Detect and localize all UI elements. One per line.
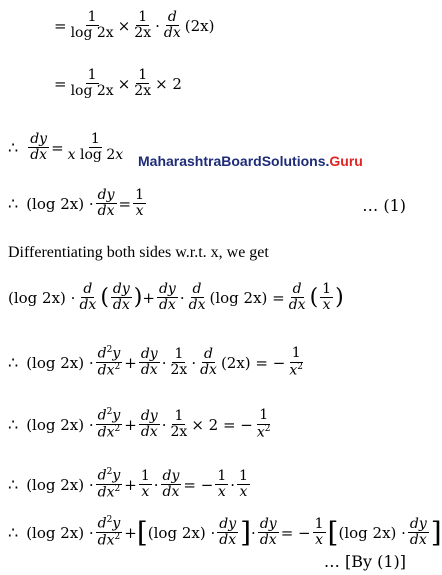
equation-line-8: ∴ (log 2x) · $\frac{d^2y}{dx^2}$ + $\frac{dy}{dx}$ · $\frac{1}{2x}$ × 2 = − $\frac{1}{x^2}$ [8, 407, 271, 441]
text-line: Differentiating both sides w.r.t. x, we get [8, 244, 269, 261]
equation-line-4: ∴ (log 2x) · $\frac{dy}{dx}$ = $\frac{1}{x}$ [8, 187, 145, 220]
brand-part-1: MaharashtraBoardSolutions. [138, 153, 330, 169]
equation-reference: … [By (1)] [323, 552, 406, 571]
watermark-brand [138, 153, 363, 169]
equation-line-2: = $\frac{1}{\log 2x}$ × $\frac{1}{2x}$ × 2 [54, 67, 182, 100]
equation-line-3: ∴ $\frac{dy}{dx}$ = $\frac{1}{\text{x log 2x}}$ [8, 131, 124, 164]
equation-line-9: ∴ (log 2x) · $\frac{d^2y}{dx^2}$ + $\frac{1}{x}$ · $\frac{dy}{dx}$ = − $\frac{1}{x}$ · $\frac{1}{x}$ [8, 467, 248, 501]
equation-line-10: ∴ (log 2x) · $\frac{d^2y}{dx^2}$ + [ (log 2x) · $\frac{dy}{dx}$ ] · $\frac{dy}{dx}$ = − $\frac{1}{x}$ [ (log 2x) · $\frac{dy}{dx}$ ] [8, 515, 442, 549]
equation-line-1: = $\frac{1}{\log 2x}$ × $\frac{1}{2x}$ · $\frac{d}{dx}$ (2x) [54, 9, 215, 42]
equation-number-1: … (1) [362, 196, 406, 215]
equation-line-6: (log 2x) · $\frac{d}{dx}$ ( $\frac{dy}{dx}$ ) + $\frac{dy}{dx}$ · $\frac{d}{dx}$ (log 2x) = $\frac{d}{dx}$ ( $\frac{1}{x}$ ) [8, 281, 344, 314]
brand-part-2: Guru [329, 153, 363, 169]
equation-line-7: ∴ (log 2x) · $\frac{d^2y}{dx^2}$ + $\frac{dy}{dx}$ · $\frac{1}{2x}$ · $\frac{d}{dx}$ (2x) = − $\frac{1}{x^2}$ [8, 345, 303, 379]
